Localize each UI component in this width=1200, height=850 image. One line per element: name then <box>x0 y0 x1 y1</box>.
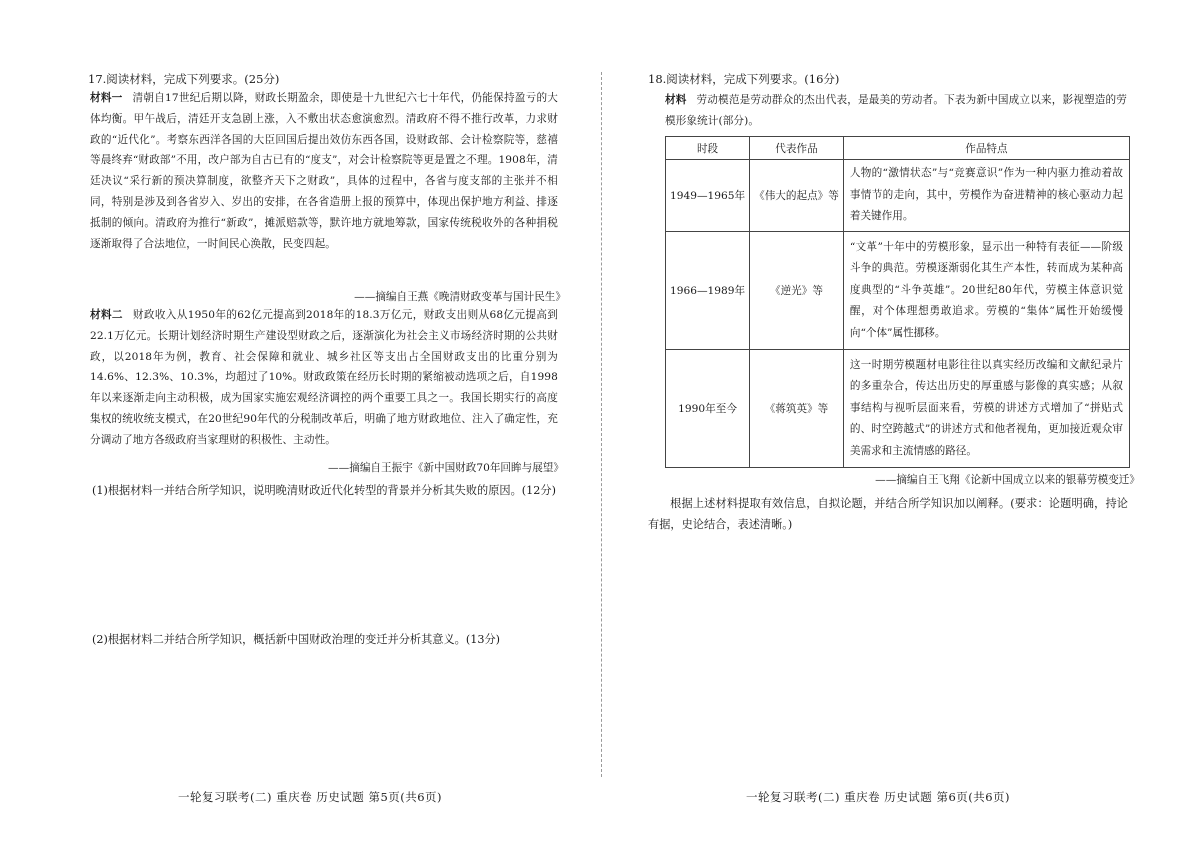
left-page <box>88 0 566 850</box>
sub-question-2: (2)根据材料二并结合所学知识，概括新中国财政治理的变迁并分析其意义。(13分) <box>92 633 501 646</box>
material-text <box>665 90 1127 132</box>
material-body: 劳动模范是劳动群众的杰出代表，是最美的劳动者。下表为新中国成立以来，影视塑造的劳模形象统计(部分)。 <box>665 94 1127 127</box>
row-period: 1949—1965年 <box>666 160 750 232</box>
instruction-text: 根据上述材料提取有效信息，自拟论题，并结合所学知识加以阐释。(要求：论题明确，持论有据，史论结合，表述清晰。) <box>648 497 1128 531</box>
material-2-source: ——摘编自王振宇《新中国财政70年回眸与展望》 <box>328 462 564 474</box>
table-row <box>666 350 1130 468</box>
table-source: ——摘编自王飞翔《论新中国成立以来的银幕劳模变迁》 <box>875 474 1140 486</box>
material-2-label: 材料二 <box>90 309 123 321</box>
row-feature: “文革”十年中的劳模形象，显示出一种特有表征——阶级斗争的典范。劳模逐渐弱化其生产本性，转而成为某种高度典型的“斗争英雄”。20世纪80年代，劳模主体意识觉醒，对个体理想勇敢追求。劳模的“集体”属性开始缓慢向“个体”属性挪移。 <box>843 232 1129 350</box>
row-feature: 这一时期劳模题材电影往往以真实经历改编和文献纪录片的多重杂合，传达出历史的厚重感与影像的真实感；从叙事结构与视听层面来看，劳模的讲述方式增加了“拼贴式的、时空跨越式”的讲述方式和他者视角，更加接近观众审美需求和主流情感的路径。 <box>843 350 1129 468</box>
row-work: 《伟大的起点》等 <box>750 160 844 232</box>
header-period: 时段 <box>666 137 750 160</box>
material-1-source: ——摘编自王燕《晚清财政变革与国计民生》 <box>354 291 566 303</box>
question-18-title: 18.阅读材料，完成下列要求。(16分) <box>648 72 840 86</box>
row-period: 1966—1989年 <box>666 232 750 350</box>
question-17-title: 17.阅读材料，完成下列要求。(25分) <box>88 72 280 86</box>
question-18-instruction <box>648 493 1128 535</box>
table-header-row <box>666 137 1130 160</box>
row-work: 《蒋筑英》等 <box>750 350 844 468</box>
row-work: 《逆光》等 <box>750 232 844 350</box>
labor-model-table <box>665 136 1130 468</box>
header-feature: 作品特点 <box>843 137 1129 160</box>
right-footer: 一轮复习联考(二) 重庆卷 历史试题 第6页(共6页) <box>746 790 1011 804</box>
header-work: 代表作品 <box>750 137 844 160</box>
row-feature: 人物的“激情状态”与“竞赛意识”作为一种内驱力推动着故事情节的走向，其中，劳模作为奋进精神的核心驱动力起着关键作用。 <box>843 160 1129 232</box>
page-divider <box>601 72 602 777</box>
material-2-text: 财政收入从1950年的62亿元提高到2018年的18.3万亿元，财政支出则从68亿元提高到22.1万亿元。长期计划经济时期生产建设型财政之后，逐渐演化为社会主义市场经济时期的公共财政，以2018年为例，教育、社会保障和就业、城乡社区等支出占全国财政支出的比重分别为14.6%、12.3%、10.3%，均超过了10%。财政政策在经历长时期的紧缩被动选项之后，自1998年以来逐渐走向主动积极，成为国家实施宏观经济调控的两个重要工具之一。我国长期实行的高度集权的统收统支模式，在20世纪90年代的分税制改革后，明确了地方财政地位、注入了确定性，充分调动了地方各级政府当家理财的积极性、主动性。 <box>90 309 558 446</box>
right-page <box>648 0 1140 850</box>
sub-question-1: (1)根据材料一并结合所学知识，说明晚清财政近代化转型的背景并分析其失败的原因。(12分) <box>92 484 556 497</box>
left-footer: 一轮复习联考(二) 重庆卷 历史试题 第5页(共6页) <box>178 790 443 804</box>
table-row <box>666 160 1130 232</box>
material-label: 材料 <box>665 94 687 106</box>
table-row <box>666 232 1130 350</box>
material-1-label: 材料一 <box>90 92 123 104</box>
row-period: 1990年至今 <box>666 350 750 468</box>
material-2 <box>90 305 558 451</box>
material-1-text: 清朝自17世纪后期以降，财政长期盈余，即使是十九世纪六七十年代，仍能保持盈亏的大体均衡。甲午战后，清廷开支急剧上涨，入不敷出状态愈演愈烈。清政府不得不推行改革，力求财政的“近代化”。考察东西洋各国的大臣回国后提出效仿东西各国，设财政部、会计检察院等，慈禧等晨终弃“财政部”不用，改户部为自古已有的“度支”，对会计检察院等更是置之不理。1908年，清廷决议“采行新的预决算制度，欲整齐天下之财政”，具体的过程中，各省与度支部的主张并不相同，特别是涉及到各省岁入、岁出的安排，在各省造册上报的预算中，体现出保护地方利益、排逐抵制的倾向。清政府为推行“新政”，摊派赔款等，默许地方就地筹款，国家传统税收外的各种捐税逐渐取得了合法地位，一时间民心涣散，民变四起。 <box>90 92 558 250</box>
material-1 <box>90 88 558 254</box>
